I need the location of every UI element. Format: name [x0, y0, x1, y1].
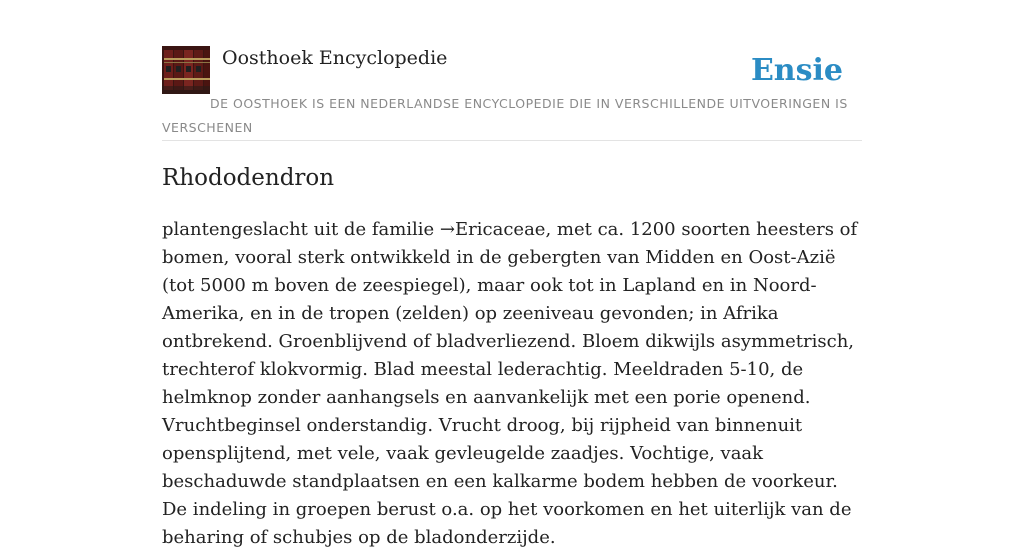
ensie-logo-link[interactable]: Ensie — [750, 53, 843, 88]
arrow-right-icon: → — [439, 219, 456, 240]
article-text-intro: plantengeslacht uit de familie — [162, 219, 440, 240]
site-header — [162, 46, 862, 141]
site-tagline: DE OOSTHOEK IS EEN NEDERLANDSE ENCYCLOPEDIE DIE IN VERSCHILLENDE UITVOERINGEN IS VERSCHENEN — [162, 96, 848, 135]
cross-reference-link[interactable] — [440, 219, 546, 240]
site-name[interactable]: Oosthoek Encyclopedie — [222, 47, 448, 69]
encyclopedia-books-icon[interactable] — [162, 46, 210, 94]
article-title: Rhododendron — [162, 165, 335, 191]
article-text-continued: , met ca. 1200 soorten heesters of bomen, vooral sterk ontwikkeld in de gebergten van Midden en Oost-Azië (tot 5000 m boven de zeespiegel), maar ook tot in Lapland en in Noord-Amerika, en in de tropen (zelden) op zeeniveau gevonden; in Afrika ontbrekend. Groenblijvend of bladverliezend. Bloem dikwijls asymmetrisch, trechterof klokvormig. Blad meestal lederachtig. Meeldraden 5-10, de helmknop zonder aanhangsels en aanvankelijk met een porie openend. Vruchtbeginsel onderstandig. Vrucht droog, bij rijpheid van binnenuit opensplijtend, met vele, vaak gevleugelde zaadjes. Vochtige, vaak beschaduwde standplaatsen en een kalkarme bodem hebben de voorkeur. De indeling in groepen berust o.a. op het voorkomen en het uiterlijk van de beharing of schubjes op de bladonderzijde. — [162, 219, 858, 548]
article-body — [162, 216, 862, 552]
cross-reference-label: Ericaceae — [455, 219, 546, 240]
